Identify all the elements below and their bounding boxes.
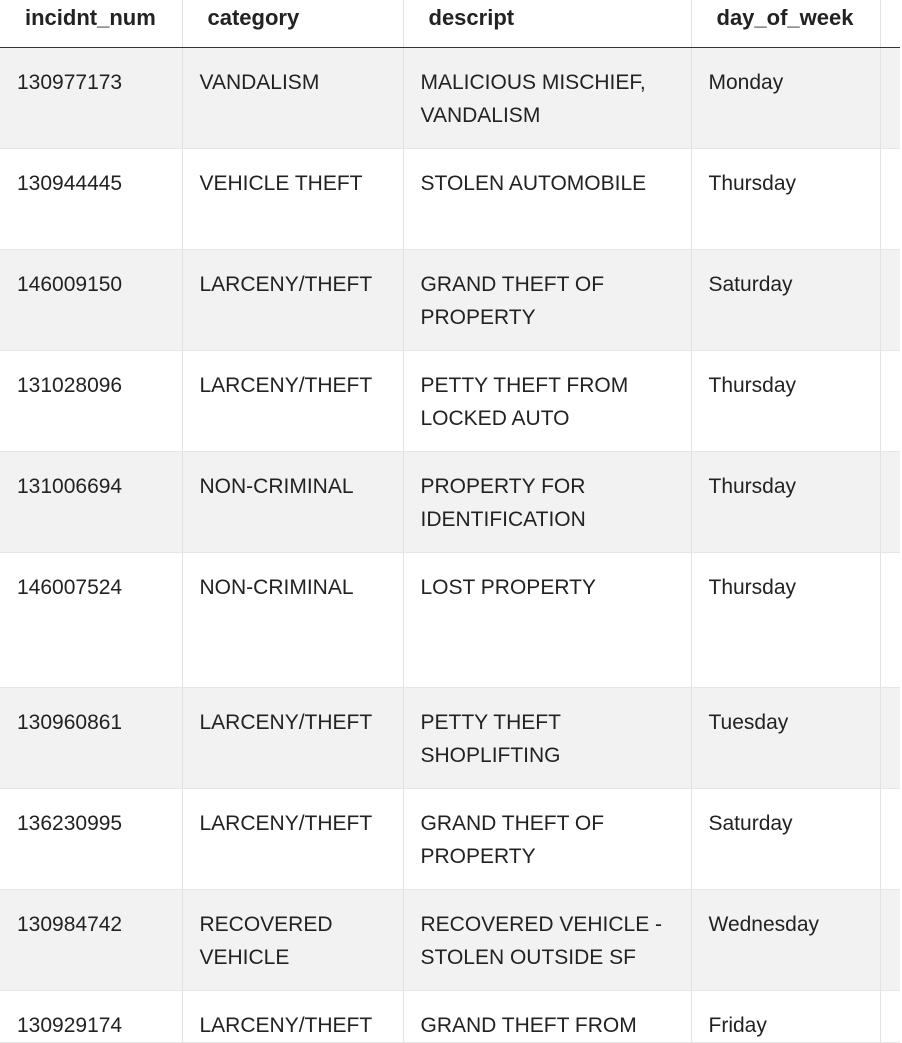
column-header-incidnt-num[interactable]: incidnt_num <box>0 0 182 47</box>
cell-incidnt-num: 136230995 <box>0 788 182 889</box>
cell-category: RECOVERED VEHICLE <box>182 889 403 990</box>
header-row <box>0 0 900 47</box>
table-body <box>0 47 900 1042</box>
cell-category: NON-CRIMINAL <box>182 552 403 687</box>
table-row <box>0 889 900 990</box>
cell-incidnt-num: 131006694 <box>0 451 182 552</box>
cell-descript: PETTY THEFT SHOPLIFTING <box>403 687 691 788</box>
cell-incidnt-num: 131028096 <box>0 350 182 451</box>
cell-incidnt-num: 130929174 <box>0 990 182 1042</box>
column-header-next[interactable] <box>880 0 900 47</box>
cell-descript: PROPERTY FOR IDENTIFICATION <box>403 451 691 552</box>
table-row <box>0 249 900 350</box>
cell-next <box>880 687 900 788</box>
cell-category: LARCENY/THEFT <box>182 249 403 350</box>
cell-descript: LOST PROPERTY <box>403 552 691 687</box>
cell-incidnt-num: 146007524 <box>0 552 182 687</box>
cell-day-of-week: Tuesday <box>691 687 880 788</box>
cell-next <box>880 889 900 990</box>
cell-category: VANDALISM <box>182 47 403 148</box>
cell-day-of-week: Thursday <box>691 148 880 249</box>
cell-descript: RECOVERED VEHICLE - STOLEN OUTSIDE SF <box>403 889 691 990</box>
cell-category: LARCENY/THEFT <box>182 350 403 451</box>
cell-next <box>880 552 900 687</box>
cell-category: LARCENY/THEFT <box>182 990 403 1042</box>
table-row <box>0 451 900 552</box>
cell-day-of-week: Thursday <box>691 552 880 687</box>
column-header-day-of-week[interactable]: day_of_week <box>691 0 880 47</box>
table-row <box>0 148 900 249</box>
table-row <box>0 350 900 451</box>
cell-next <box>880 249 900 350</box>
table-row <box>0 687 900 788</box>
table-row <box>0 990 900 1042</box>
cell-descript: GRAND THEFT FROM <box>403 990 691 1042</box>
table-row <box>0 552 900 687</box>
cell-descript: GRAND THEFT OF PROPERTY <box>403 788 691 889</box>
cell-next <box>880 350 900 451</box>
cell-day-of-week: Friday <box>691 990 880 1042</box>
cell-day-of-week: Saturday <box>691 788 880 889</box>
cell-category: NON-CRIMINAL <box>182 451 403 552</box>
cell-category: VEHICLE THEFT <box>182 148 403 249</box>
cell-incidnt-num: 130960861 <box>0 687 182 788</box>
cell-category: LARCENY/THEFT <box>182 788 403 889</box>
cell-day-of-week: Thursday <box>691 350 880 451</box>
cell-day-of-week: Thursday <box>691 451 880 552</box>
cell-descript: MALICIOUS MISCHIEF, VANDALISM <box>403 47 691 148</box>
table-row <box>0 788 900 889</box>
cell-next <box>880 148 900 249</box>
cell-descript: STOLEN AUTOMOBILE <box>403 148 691 249</box>
cell-incidnt-num: 130977173 <box>0 47 182 148</box>
cell-day-of-week: Saturday <box>691 249 880 350</box>
cell-next <box>880 47 900 148</box>
cell-incidnt-num: 146009150 <box>0 249 182 350</box>
cell-next <box>880 990 900 1042</box>
column-header-descript[interactable]: descript <box>403 0 691 47</box>
cell-descript: PETTY THEFT FROM LOCKED AUTO <box>403 350 691 451</box>
table-header <box>0 0 900 47</box>
cell-day-of-week: Wednesday <box>691 889 880 990</box>
cell-day-of-week: Monday <box>691 47 880 148</box>
cell-descript: GRAND THEFT OF PROPERTY <box>403 249 691 350</box>
cell-next <box>880 451 900 552</box>
column-header-category[interactable]: category <box>182 0 403 47</box>
cell-incidnt-num: 130944445 <box>0 148 182 249</box>
cell-next <box>880 788 900 889</box>
table-row <box>0 47 900 148</box>
cell-category: LARCENY/THEFT <box>182 687 403 788</box>
cell-incidnt-num: 130984742 <box>0 889 182 990</box>
